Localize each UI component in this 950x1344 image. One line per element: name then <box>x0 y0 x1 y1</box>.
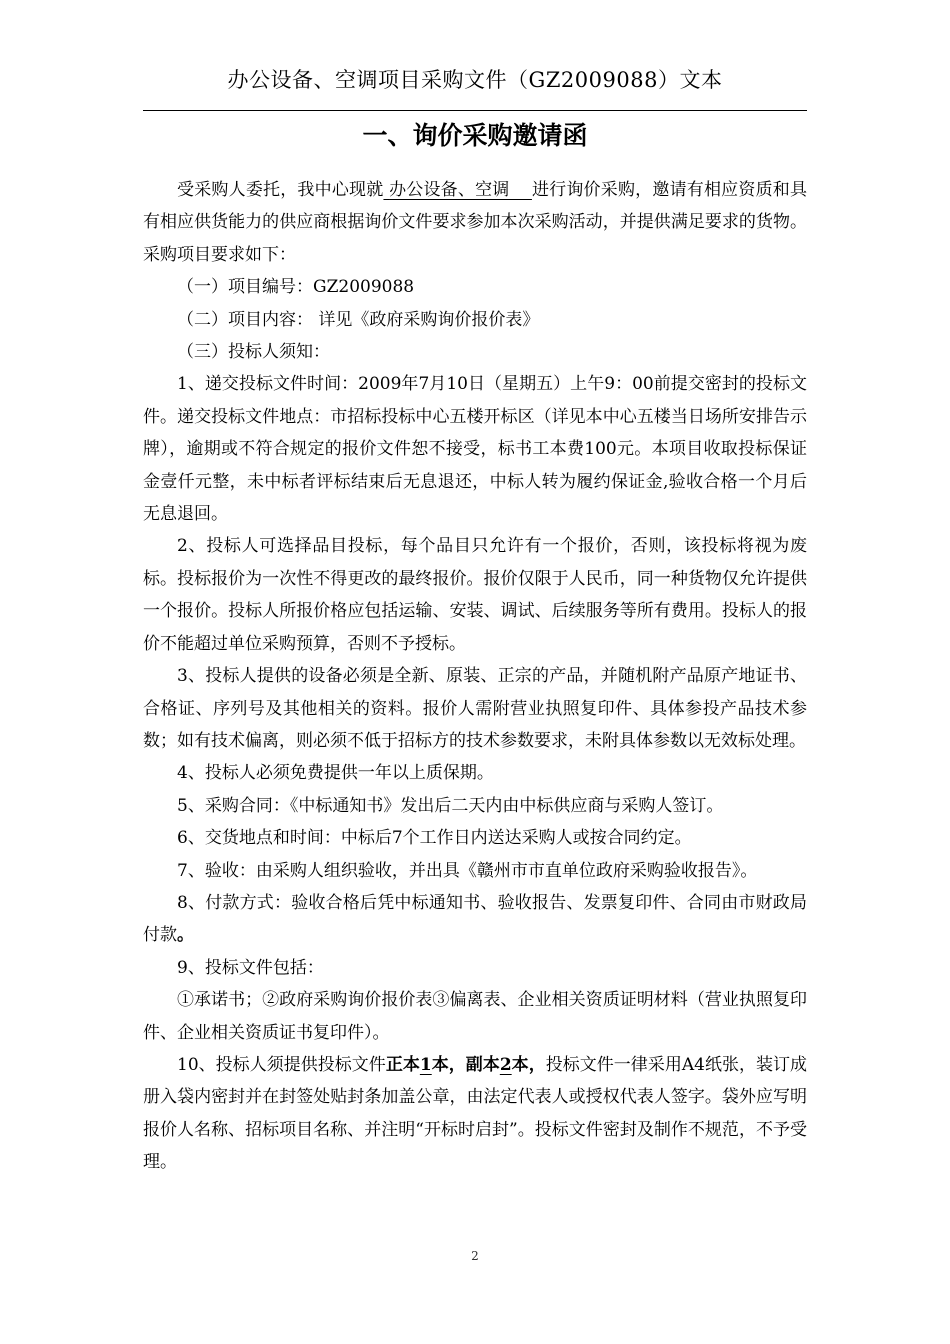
item-9: 9、投标文件包括： <box>177 957 324 978</box>
item-8: 8、付款方式：验收合格后凭中标通知书、验收报告、发票复印件、合同由市财政局付款。 <box>143 892 807 946</box>
item-3: 3、投标人提供的设备必须是全新、原装、正宗的产品，并随机附产品原产地证书、合格证、序列号及其他相关的资料。报价人需附营业执照复印件、具体参投产品技术参数；如有技术偏离，则必须不低于招标方的技术参数要求，未附具体参数以无效标处理。 <box>143 666 807 751</box>
item-10: 10、投标人须提供投标文件正本1本，副本2本，投标文件一律采用A4纸张，装订成册入袋内密封并在封签处贴封条加盖公章，由法定代表人或授权代表人签字。袋外应写明报价人名称、招标项目名称、并注明“开标时启封”。投标文件密封及制作不规范，不予受理。 <box>143 1054 808 1173</box>
item-7: 7、验收：由采购人组织验收，并出具《赣州市市直单位政府采购验收报告》。 <box>177 860 758 881</box>
header-rule <box>143 110 807 111</box>
document-header: 办公设备、空调项目采购文件（GZ2009088）文本 <box>227 68 723 92</box>
intro-text-cont: 进行询价采购，邀请有相应资质和具有相应供货能力的供应商根据询价文件要求参加本次采购活动，并提供满足要求的货物。采购项目要求如下： <box>143 180 808 265</box>
project-name: 办公设备、空调 <box>389 180 510 200</box>
page-title: 一、询价采购邀请函 <box>362 121 588 150</box>
item-5: 5、采购合同：《中标通知书》发出后二天内由中标供应商与采购人签订。 <box>177 795 724 816</box>
section-bidder-notice: （三）投标人须知： <box>177 342 330 363</box>
intro-text: 受采购人委托，我中心现就 <box>177 180 384 200</box>
section-project-number: （一）项目编号：GZ2009088 <box>177 277 415 298</box>
item-4: 4、投标人必须免费提供一年以上质保期。 <box>177 763 494 784</box>
intro-paragraph <box>143 174 807 271</box>
document-body <box>143 174 807 1179</box>
item-6: 6、交货地点和时间：中标后7个工作日内送达采购人或按合同约定。 <box>177 828 692 849</box>
page-number: 2 <box>471 1249 479 1263</box>
item-2: 2、投标人可选择品目投标，每个品目只允许有一个报价，否则，该投标将视为废标。投标报价为一次性不得更改的最终报价。报价仅限于人民币，同一种货物仅允许提供一个报价。投标人所报价格应包括运输、安装、调试、后续服务等所有费用。投标人的报价不能超过单位采购预算，否则不予授标。 <box>143 536 807 654</box>
item-9-contents: ①承诺书；②政府采购询价报价表③偏离表、企业相关资质证明材料（营业执照复印件、企业相关资质证书复印件）。 <box>143 990 807 1043</box>
section-project-content: （二）项目内容： 详见《政府采购询价报价表》 <box>177 309 540 330</box>
item-1: 1、递交投标文件时间：2009年7月10日（星期五）上午9：00前提交密封的投标文件。递交投标文件地点：市招标投标中心五楼开标区（详见本中心五楼当日场所安排告示牌），逾期或不符合规定的报价文件恕不接受，标书工本费100元。本项目收取投标保证金壹仟元整，未中标者评标结束后无息退还，中标人转为履约保证金,验收合格一个月后无息退回。 <box>143 374 807 525</box>
